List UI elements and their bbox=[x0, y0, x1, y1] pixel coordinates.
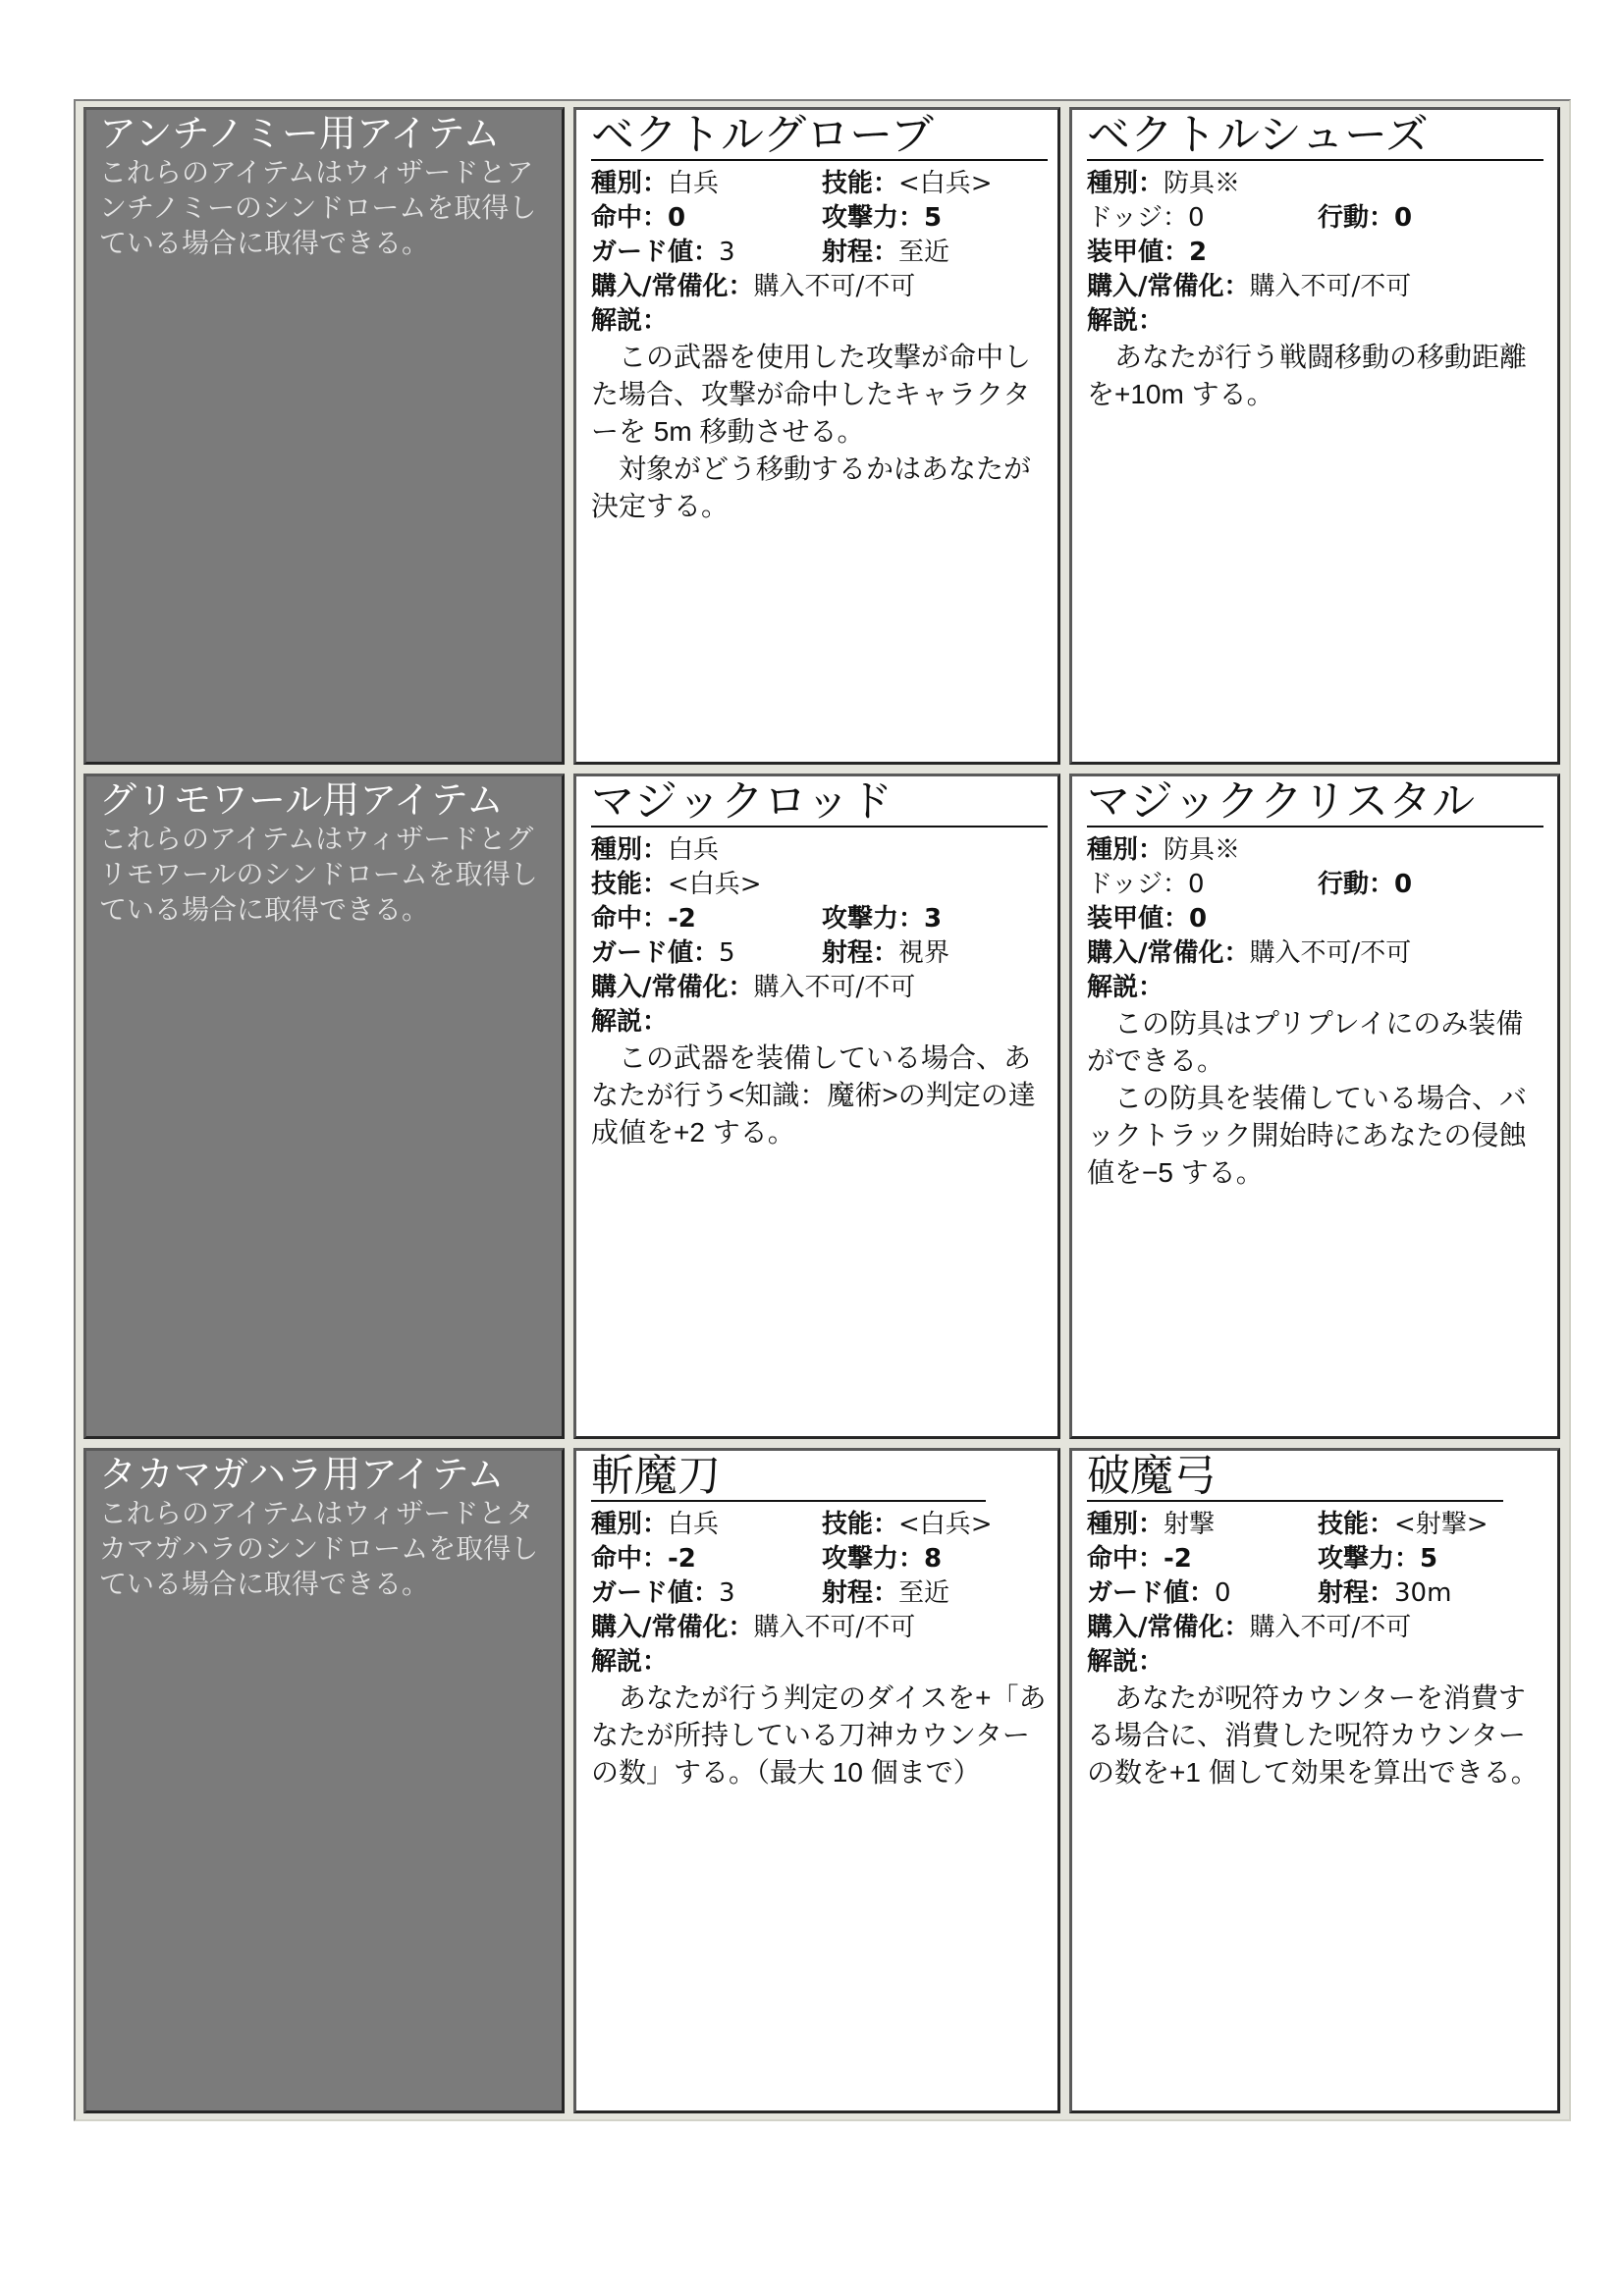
stat-value: 0 bbox=[668, 203, 686, 233]
item-card-hamayumi bbox=[1069, 1448, 1560, 2113]
stat-purchase bbox=[1087, 270, 1411, 304]
stat-value: <白兵> bbox=[668, 870, 762, 899]
stat-skill bbox=[822, 1508, 993, 1542]
stat-value: 白兵 bbox=[668, 169, 720, 198]
stat-label: 攻撃力： bbox=[822, 203, 925, 233]
stat-label: 購入/常備化： bbox=[591, 973, 754, 1002]
stat-label: 購入/常備化： bbox=[1087, 1613, 1250, 1642]
stat-label: 攻撃力： bbox=[822, 904, 925, 934]
stat-row bbox=[1087, 833, 1549, 868]
stat-row bbox=[591, 1645, 1055, 1680]
category-cell-takamagahara bbox=[83, 1448, 565, 2113]
stat-label: 購入/常備化： bbox=[591, 272, 754, 301]
stat-accuracy bbox=[591, 1542, 822, 1576]
stat-label: 攻撃力： bbox=[1318, 1544, 1421, 1574]
stat-label: 種別： bbox=[1087, 1510, 1164, 1539]
stat-label: 技能： bbox=[1318, 1510, 1395, 1539]
item-explanation bbox=[591, 339, 1055, 525]
stat-row bbox=[591, 236, 1055, 270]
explanation-label: 解説： bbox=[591, 306, 669, 336]
stat-armor bbox=[1087, 902, 1207, 936]
stat-label: 技能： bbox=[591, 870, 669, 899]
stat-value: 購入不可/不可 bbox=[1249, 1613, 1412, 1642]
stat-value: -2 bbox=[668, 1544, 696, 1574]
stat-value: 購入不可/不可 bbox=[1249, 272, 1412, 301]
explanation-label: 解説： bbox=[591, 1647, 669, 1677]
stat-attack bbox=[822, 201, 942, 236]
stat-action bbox=[1318, 201, 1412, 236]
stat-accuracy bbox=[1087, 1542, 1318, 1576]
stat-value: 3 bbox=[719, 238, 735, 267]
stat-row bbox=[591, 270, 1055, 304]
stat-value: 5 bbox=[924, 203, 943, 233]
stat-value: 射撃 bbox=[1164, 1510, 1216, 1539]
stat-row bbox=[1087, 1645, 1549, 1680]
item-stats bbox=[591, 833, 1055, 1040]
stat-label: ガード値： bbox=[591, 1578, 720, 1608]
stat-label: 装甲値： bbox=[1087, 904, 1190, 934]
stat-row bbox=[1087, 868, 1549, 902]
stat-label: 種別： bbox=[591, 835, 669, 865]
stat-value: 0 bbox=[1187, 203, 1205, 233]
stat-action bbox=[1318, 868, 1412, 902]
item-name: 斬魔刀 bbox=[591, 1453, 986, 1502]
item-card-vector-shoes bbox=[1069, 107, 1560, 765]
stat-type bbox=[1087, 1508, 1318, 1542]
stat-value: 白兵 bbox=[668, 1510, 720, 1539]
stat-guard bbox=[591, 236, 822, 270]
stat-value: 白兵 bbox=[668, 835, 720, 865]
stat-row bbox=[1087, 270, 1549, 304]
stat-value: 2 bbox=[1189, 238, 1208, 267]
explanation-paragraph: この武器を装備している場合、あなたが行う<知識：魔術>の判定の達成値を+2 する。 bbox=[591, 1042, 1036, 1148]
category-description: これらのアイテムはウィザードとグリモワールのシンドロームを取得している場合に取得できる。 bbox=[99, 823, 538, 926]
explanation-label: 解説： bbox=[1087, 306, 1164, 336]
explanation-paragraph: この防具はプリプレイにのみ装備ができる。 bbox=[1087, 1008, 1524, 1076]
category-title: グリモワール用アイテム bbox=[99, 778, 504, 822]
stat-attack bbox=[1318, 1542, 1437, 1576]
stat-row bbox=[591, 1576, 1055, 1611]
stat-row bbox=[1087, 1611, 1549, 1645]
stat-label: 命中： bbox=[1087, 1544, 1164, 1574]
explanation-label: 解説： bbox=[1087, 1647, 1164, 1677]
stat-guard bbox=[1087, 1576, 1318, 1611]
stat-label: 行動： bbox=[1318, 870, 1395, 899]
stat-row bbox=[591, 304, 1055, 339]
item-explanation bbox=[1087, 339, 1549, 413]
item-card-magic-rod bbox=[573, 774, 1060, 1439]
item-card-vector-glove bbox=[573, 107, 1060, 765]
item-stats bbox=[1087, 167, 1549, 339]
item-card-zanmato bbox=[573, 1448, 1060, 2113]
stat-value: 3 bbox=[924, 904, 943, 934]
stat-label: 命中： bbox=[591, 203, 669, 233]
stat-value: 0 bbox=[1394, 203, 1413, 233]
stat-label: 射程： bbox=[822, 238, 899, 267]
item-table bbox=[74, 99, 1571, 2121]
stat-value: 5 bbox=[719, 938, 735, 968]
stat-row bbox=[1087, 902, 1549, 936]
stat-value: -2 bbox=[1164, 1544, 1192, 1574]
category-cell-grimoire bbox=[83, 774, 565, 1439]
stat-value: 防具※ bbox=[1164, 169, 1241, 198]
stat-label: 種別： bbox=[591, 1510, 669, 1539]
stat-row bbox=[591, 167, 1055, 201]
explanation-paragraph: あなたが呪符カウンターを消費する場合に、消費した呪符カウンターの数を+1 個して効果を算出できる。 bbox=[1087, 1682, 1539, 1788]
stat-label: 行動： bbox=[1318, 203, 1395, 233]
stat-value: 0 bbox=[1187, 870, 1205, 899]
stat-value: 購入不可/不可 bbox=[753, 1613, 916, 1642]
item-explanation bbox=[591, 1040, 1055, 1151]
stat-row bbox=[1087, 971, 1549, 1005]
stat-label: 射程： bbox=[1318, 1578, 1395, 1608]
stat-label: ガード値： bbox=[591, 238, 720, 267]
stat-accuracy bbox=[591, 902, 822, 936]
stat-skill bbox=[591, 868, 762, 902]
item-stats bbox=[1087, 833, 1549, 1005]
stat-row bbox=[1087, 1542, 1549, 1576]
category-description: これらのアイテムはウィザードとアンチノミーのシンドロームを取得している場合に取得できる。 bbox=[99, 156, 537, 259]
stat-label: 購入/常備化： bbox=[591, 1613, 754, 1642]
stat-purchase bbox=[591, 971, 915, 1005]
stat-guard bbox=[591, 1576, 822, 1611]
stat-armor bbox=[1087, 236, 1207, 270]
item-stats bbox=[591, 1508, 1055, 1680]
stat-label: 技能： bbox=[822, 169, 899, 198]
stat-purchase bbox=[591, 270, 915, 304]
stat-row bbox=[1087, 1576, 1549, 1611]
stat-attack bbox=[822, 902, 942, 936]
stat-label: ドッジ： bbox=[1087, 203, 1188, 233]
item-card-magic-crystal bbox=[1069, 774, 1560, 1439]
stat-accuracy bbox=[591, 201, 822, 236]
stat-label: 射程： bbox=[822, 938, 899, 968]
stat-label: 種別： bbox=[1087, 169, 1164, 198]
stat-row bbox=[591, 1542, 1055, 1576]
explanation-paragraph: あなたが行う戦闘移動の移動距離を+10m する。 bbox=[1087, 342, 1528, 409]
stat-value: 0 bbox=[1394, 870, 1413, 899]
stat-value: 0 bbox=[1189, 904, 1208, 934]
stat-label: 射程： bbox=[822, 1578, 899, 1608]
stat-range bbox=[822, 936, 949, 971]
stat-row bbox=[591, 971, 1055, 1005]
stat-label: ガード値： bbox=[1087, 1578, 1216, 1608]
stat-label: 命中： bbox=[591, 904, 669, 934]
stat-label: 装甲値： bbox=[1087, 238, 1190, 267]
explanation-paragraph: あなたが行う判定のダイスを+「あなたが所持している刀神カウンターの数」する。（最大 10 個まで） bbox=[591, 1682, 1047, 1788]
stat-value: 購入不可/不可 bbox=[1249, 938, 1412, 968]
stat-purchase bbox=[591, 1611, 915, 1645]
explanation-paragraph: この防具を装備している場合、バックトラック開始時にあなたの侵蝕値を−5 する。 bbox=[1087, 1083, 1528, 1188]
stat-value: <白兵> bbox=[898, 169, 993, 198]
item-explanation bbox=[1087, 1005, 1549, 1192]
stat-value: 視界 bbox=[898, 938, 950, 968]
stat-row bbox=[1087, 304, 1549, 339]
stat-label: 購入/常備化： bbox=[1087, 272, 1250, 301]
stat-label: 攻撃力： bbox=[822, 1544, 925, 1574]
stat-type bbox=[591, 1508, 822, 1542]
stat-value: 5 bbox=[1420, 1544, 1438, 1574]
stat-value: 8 bbox=[924, 1544, 943, 1574]
stat-skill bbox=[822, 167, 993, 201]
stat-type bbox=[1087, 833, 1240, 868]
stat-row bbox=[591, 201, 1055, 236]
stat-label: 種別： bbox=[591, 169, 669, 198]
stat-row bbox=[591, 833, 1055, 868]
category-description: これらのアイテムはウィザードとタカマガハラのシンドロームを取得している場合に取得できる。 bbox=[99, 1497, 539, 1600]
explanation-label: 解説： bbox=[1087, 973, 1164, 1002]
item-name: 破魔弓 bbox=[1087, 1453, 1503, 1502]
item-stats bbox=[591, 167, 1055, 339]
category-cell-antinomy bbox=[83, 107, 565, 765]
stat-dodge bbox=[1087, 201, 1318, 236]
stat-row bbox=[1087, 167, 1549, 201]
stat-row bbox=[591, 1005, 1055, 1040]
stat-value: 購入不可/不可 bbox=[753, 973, 916, 1002]
stat-value: 至近 bbox=[898, 238, 950, 267]
item-explanation bbox=[1087, 1680, 1549, 1791]
explanation-label: 解説： bbox=[591, 1007, 669, 1037]
item-name: ベクトルグローブ bbox=[591, 112, 1048, 161]
stat-value: 購入不可/不可 bbox=[753, 272, 916, 301]
stat-row bbox=[591, 1611, 1055, 1645]
stat-label: 種別： bbox=[1087, 835, 1164, 865]
stat-range bbox=[1318, 1576, 1451, 1611]
stat-row bbox=[1087, 201, 1549, 236]
stat-value: 防具※ bbox=[1164, 835, 1241, 865]
stat-value: 3 bbox=[719, 1578, 735, 1608]
item-name: マジッククリスタル bbox=[1087, 778, 1543, 828]
stat-purchase bbox=[1087, 1611, 1411, 1645]
stat-guard bbox=[591, 936, 822, 971]
stat-row bbox=[1087, 936, 1549, 971]
stat-range bbox=[822, 236, 949, 270]
explanation-paragraph: この武器を使用した攻撃が命中した場合、攻撃が命中したキャラクターを 5m 移動させる。 bbox=[591, 342, 1032, 447]
stat-label: ガード値： bbox=[591, 938, 720, 968]
stat-value: <射撃> bbox=[1394, 1510, 1489, 1539]
stat-row bbox=[1087, 1508, 1549, 1542]
stat-dodge bbox=[1087, 868, 1318, 902]
stat-skill bbox=[1318, 1508, 1489, 1542]
stat-value: 0 bbox=[1215, 1578, 1231, 1608]
category-title: アンチノミー用アイテム bbox=[99, 112, 501, 155]
stat-type bbox=[1087, 167, 1240, 201]
stat-type bbox=[591, 167, 822, 201]
stat-value: <白兵> bbox=[898, 1510, 993, 1539]
stat-purchase bbox=[1087, 936, 1411, 971]
stat-row bbox=[591, 868, 1055, 902]
stat-type bbox=[591, 833, 719, 868]
stat-value: 30m bbox=[1394, 1578, 1452, 1608]
item-stats bbox=[1087, 1508, 1549, 1680]
explanation-paragraph: 対象がどう移動するかはあなたが決定する。 bbox=[591, 454, 1032, 521]
item-name: マジックロッド bbox=[591, 778, 1048, 828]
stat-row bbox=[1087, 236, 1549, 270]
stat-label: 購入/常備化： bbox=[1087, 938, 1250, 968]
stat-label: 技能： bbox=[822, 1510, 899, 1539]
stat-row bbox=[591, 902, 1055, 936]
stat-label: ドッジ： bbox=[1087, 870, 1188, 899]
item-explanation bbox=[591, 1680, 1055, 1791]
stat-attack bbox=[822, 1542, 942, 1576]
stat-value: 至近 bbox=[898, 1578, 950, 1608]
item-name: ベクトルシューズ bbox=[1087, 112, 1543, 161]
stat-value: -2 bbox=[668, 904, 696, 934]
stat-range bbox=[822, 1576, 949, 1611]
category-title: タカマガハラ用アイテム bbox=[99, 1453, 505, 1496]
stat-row bbox=[591, 936, 1055, 971]
stat-label: 命中： bbox=[591, 1544, 669, 1574]
stat-row bbox=[591, 1508, 1055, 1542]
